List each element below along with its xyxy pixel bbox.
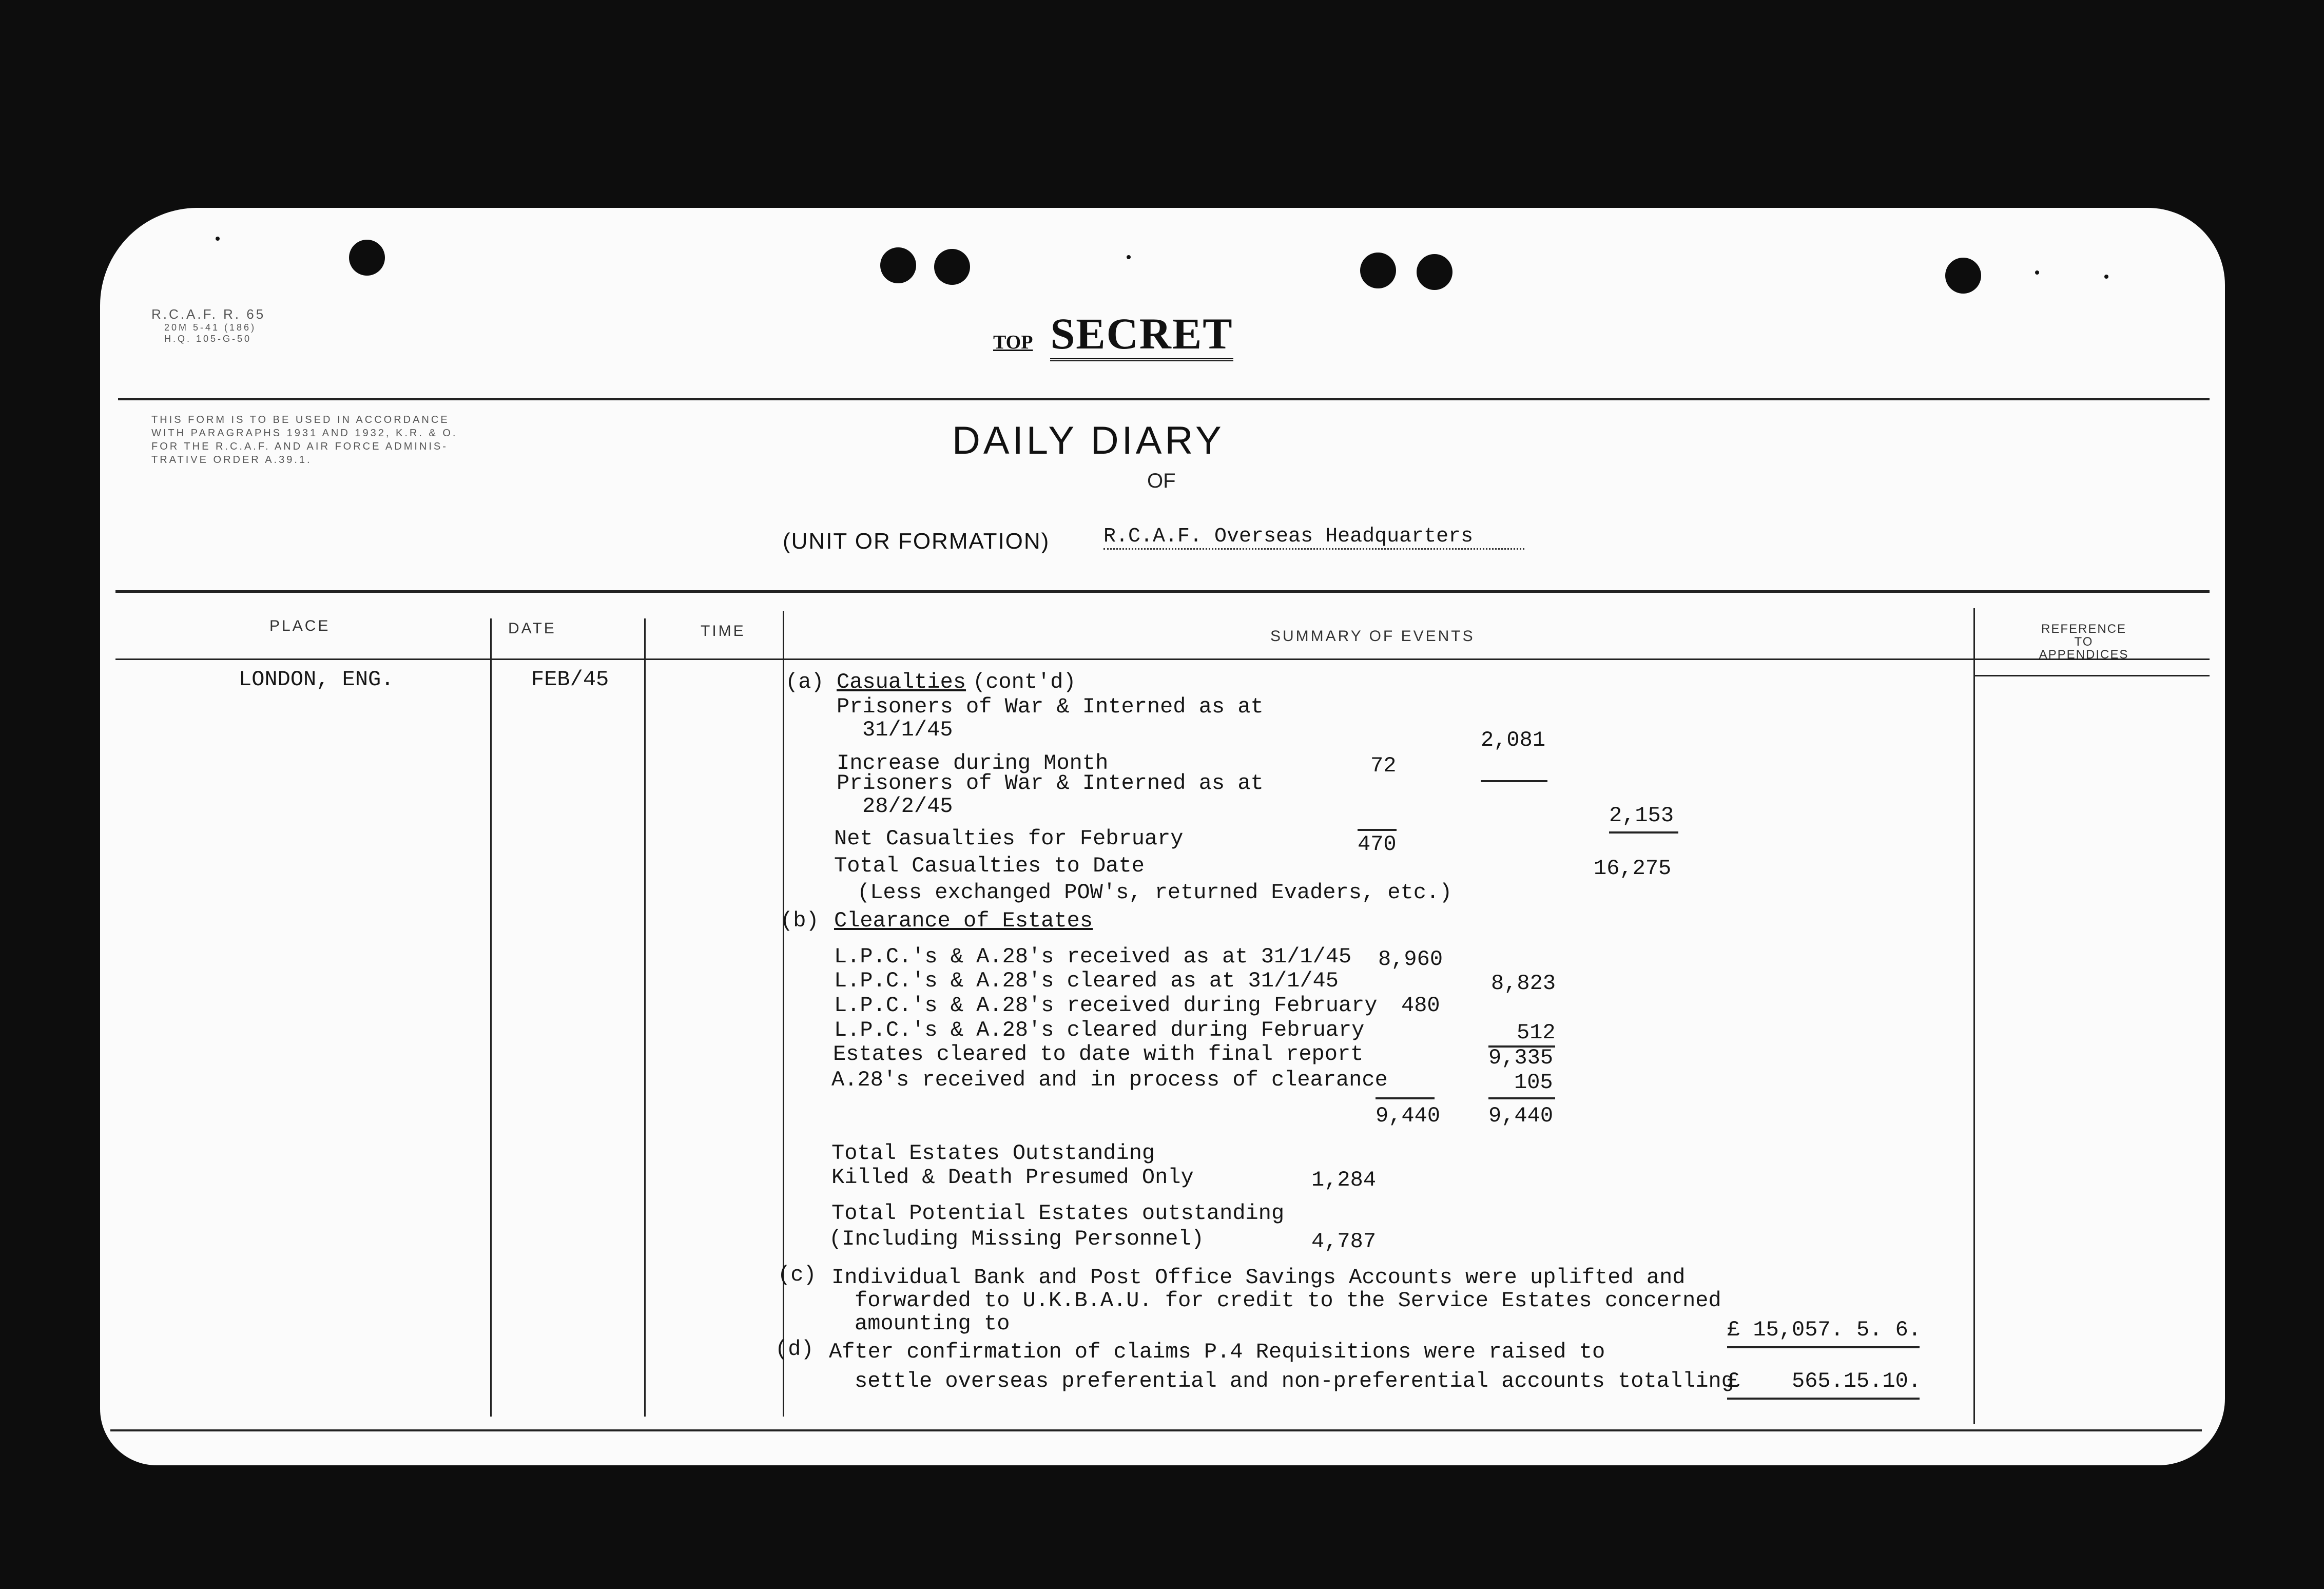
summary-label: 31/1/45 [862,718,953,742]
form-code-line: H.Q. 105-G-50 [164,334,252,344]
reference-line: REFERENCE [2041,622,2127,636]
summary-label: Total Estates Outstanding [831,1141,1155,1166]
summary-value: 512 [1517,1020,1556,1045]
section-marker: (d) [775,1337,814,1362]
summary-value: 72 [1370,753,1397,778]
summary-label: settle overseas preferential and non-preferential accounts totalling [855,1369,1734,1393]
col-divider [644,618,646,1417]
summary-value: 16,275 [1594,856,1672,881]
col-divider [490,618,492,1417]
form-title: DAILY DIARY [952,419,1225,462]
instructions-line: FOR THE R.C.A.F. AND AIR FORCE ADMINIS- [151,441,448,452]
summary-value: 9,335 [1488,1045,1554,1070]
summary-label: Estates cleared to date with final report [833,1042,1364,1067]
underline [1376,1097,1435,1099]
summary-label: Total Casualties to Date [834,854,1145,878]
summary-label: L.P.C.'s & A.28's cleared as at 31/1/45 [834,968,1339,993]
instructions [151,413,457,467]
punch-hole [934,249,970,285]
punch-hole [880,247,916,283]
summary-value: 4,787 [1311,1229,1377,1254]
section-heading-suffix: (cont'd) [973,670,1076,694]
speck [2104,275,2108,279]
entry-date: FEB/45 [531,667,609,692]
punch-hole [1417,254,1452,290]
instructions-line: WITH PARAGRAPHS 1931 AND 1932, K.R. & O. [151,428,458,439]
underline [1609,831,1678,834]
underline [1481,780,1547,782]
col-divider [1973,608,1975,1424]
underline [1727,1398,1920,1400]
section-heading: Clearance of Estates [834,908,1093,933]
summary-value: 105 [1514,1070,1553,1095]
punch-hole [349,240,385,276]
summary-total: 9,440 [1376,1103,1441,1128]
table-header-rule [115,658,2210,660]
summary-total: 9,440 [1488,1103,1554,1128]
section-marker: (b) [780,908,819,933]
form-title-of: OF [1147,470,1176,492]
summary-value: 8,823 [1491,971,1556,996]
unit-value: R.C.A.F. Overseas Headquarters [1103,525,1524,550]
summary-label: L.P.C.'s & A.28's received as at 31/1/45 [834,944,1352,969]
form-code [151,306,265,344]
summary-value: 1,284 [1311,1168,1377,1192]
col-divider [783,611,784,1417]
ref-header-rule [1973,675,2210,676]
table-bottom-rule [110,1429,2202,1431]
summary-label: Killed & Death Presumed Only [831,1165,1194,1190]
speck [2035,270,2039,275]
summary-label: Individual Bank and Post Office Savings Accounts were uplifted and [831,1265,1686,1290]
column-header-date: DATE [508,620,556,637]
form-code-line: R.C.A.F. R. 65 [151,306,266,322]
header-rule [118,398,2210,400]
column-header-reference [1999,623,2168,661]
speck [1127,255,1131,259]
entry-place: LONDON, ENG. [239,667,394,692]
unit-label: (UNIT OR FORMATION) [783,529,1050,554]
summary-label: Prisoners of War & Interned as at [837,771,1264,796]
summary-value: 2,153 [1609,803,1674,828]
summary-label: A.28's received and in process of clearance [831,1068,1388,1092]
summary-value: 8,960 [1378,947,1443,972]
summary-label: forwarded to U.K.B.A.U. for credit to the Service Estates concerned [855,1288,1721,1313]
speck [216,237,220,241]
summary-value: 2,081 [1481,728,1546,752]
punch-hole [1360,253,1396,288]
summary-label: Increase during Month [837,751,1109,776]
summary-label: L.P.C.'s & A.28's received during February [834,993,1378,1018]
summary-label: (Including Missing Personnel) [829,1227,1204,1251]
summary-label: After confirmation of claims P.4 Requisitions were raised to [829,1340,1605,1364]
diary-form-card [100,208,2225,1465]
section-marker: (c) [778,1263,817,1287]
summary-label: Net Casualties for February [834,826,1184,851]
classification-main: SECRET [1050,309,1233,361]
table-top-rule [115,590,2210,593]
summary-label: Total Potential Estates outstanding [831,1201,1285,1226]
summary-label: amounting to [855,1311,1010,1336]
classification-top: TOP [993,332,1033,353]
section-heading: Casualties [837,670,966,694]
reference-line: TO [2074,635,2094,649]
summary-value: 480 [1401,993,1440,1018]
classification [993,308,1233,359]
column-header-summary: SUMMARY OF EVENTS [1270,628,1475,645]
form-code-line: 20M 5-41 (186) [164,322,257,333]
section-marker: (a) [785,670,824,694]
instructions-line: THIS FORM IS TO BE USED IN ACCORDANCE [151,414,450,425]
underline [1727,1346,1920,1348]
underline [1488,1097,1555,1099]
summary-label: L.P.C.'s & A.28's cleared during February [834,1018,1365,1042]
summary-value: 470 [1358,829,1397,857]
summary-note: (Less exchanged POW's, returned Evaders, etc.) [857,880,1452,905]
column-header-time: TIME [701,623,746,640]
summary-amount: £ 15,057. 5. 6. [1727,1317,1922,1342]
summary-label: Prisoners of War & Interned as at [837,694,1264,719]
punch-hole [1945,258,1981,294]
instructions-line: TRATIVE ORDER A.39.1. [151,454,312,466]
summary-amount: £ 565.15.10. [1727,1369,1922,1393]
column-header-place: PLACE [269,617,331,634]
summary-label: 28/2/45 [862,794,953,819]
reference-line: APPENDICES [2039,648,2129,662]
